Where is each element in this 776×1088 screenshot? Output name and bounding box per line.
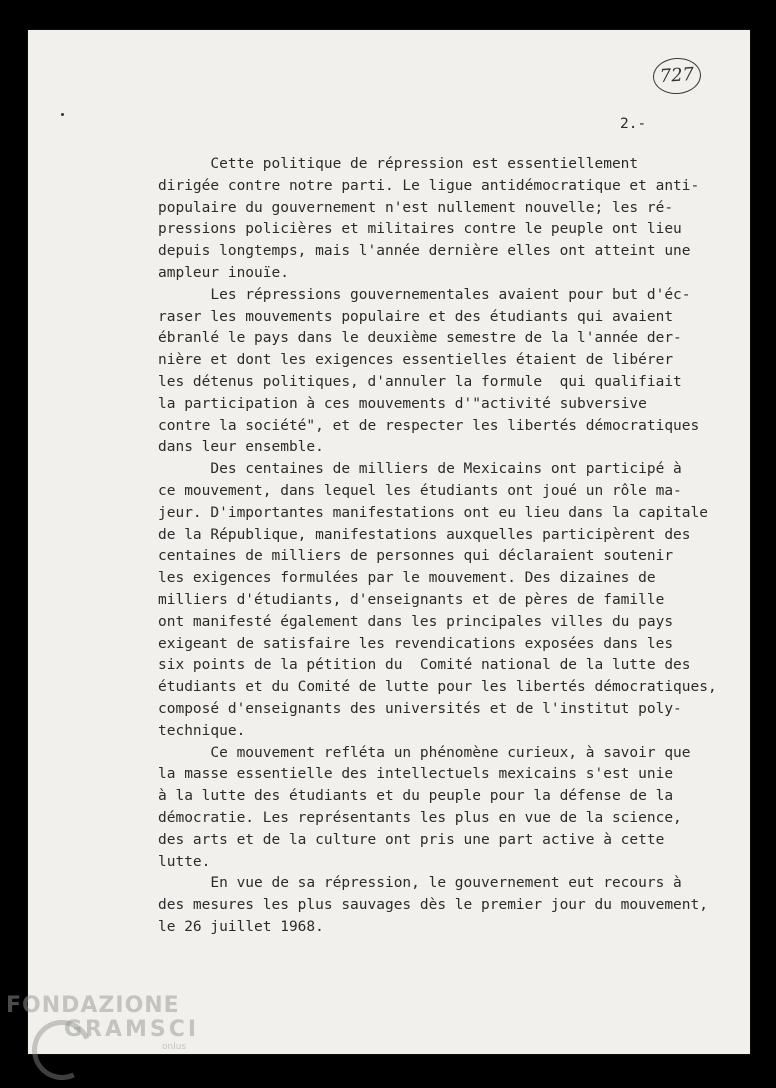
watermark-line-2: GRAMSCI	[64, 1017, 200, 1042]
text-line: milliers d'étudiants, d'enseignants et de pères de famille	[158, 591, 665, 608]
text-line: technique.	[158, 722, 246, 739]
text-line: la masse essentielle des intellectuels mexicains s'est unie	[158, 766, 674, 783]
text-line: les exigences formulées par le mouvement. Des dizaines de	[158, 570, 656, 587]
text-line: Les répressions gouvernementales avaient pour but d'éc-	[158, 286, 691, 303]
text-line: contre la société", et de respecter les libertés démocratiques	[158, 417, 700, 434]
text-line: populaire du gouvernement n'est nullement nouvelle; les ré-	[158, 199, 674, 216]
text-line: ont manifesté également dans les principales villes du pays	[158, 613, 674, 630]
text-line: jeur. D'importantes manifestations ont eu lieu dans la capitale	[158, 504, 708, 521]
text-line: nière et dont les exigences essentielles étaient de libérer	[158, 352, 674, 369]
text-line: Cette politique de répression est essentiellement	[158, 156, 639, 172]
text-line: à la lutte des étudiants et du peuple pour la défense de la	[158, 788, 674, 805]
text-line: le 26 juillet 1968.	[158, 918, 324, 935]
text-line: des arts et de la culture ont pris une part active à cette	[158, 831, 665, 848]
text-line: exigeant de satisfaire les revendications exposées dans les	[158, 635, 674, 652]
archive-number-stamp: 727	[652, 56, 702, 95]
text-line: ébranlé le pays dans le deuxième semestre de la l'année der-	[158, 330, 682, 347]
text-line: composé d'enseignants des universités et de l'institut poly-	[158, 700, 682, 717]
watermark-line-1: FONDAZIONE	[6, 993, 180, 1018]
text-line: des mesures les plus sauvages dès le premier jour du mouvement,	[158, 897, 708, 914]
text-line: depuis longtemps, mais l'année dernière elles ont atteint une	[158, 243, 691, 260]
text-line: ce mouvement, dans lequel les étudiants ont joué un rôle ma-	[158, 482, 682, 499]
typed-body-text	[158, 154, 738, 939]
text-line: Ce mouvement refléta un phénomène curieux, à savoir que	[158, 744, 691, 761]
text-line: de la République, manifestations auxquelles participèrent des	[158, 526, 691, 543]
text-line: dirigée contre notre parti. Le ligue antidémocratique et anti-	[158, 177, 700, 194]
ink-dot	[61, 113, 64, 116]
text-line: les détenus politiques, d'annuler la formule qui qualifiait	[158, 373, 682, 390]
text-line: lutte.	[158, 853, 211, 870]
watermark	[6, 995, 199, 1052]
text-line: six points de la pétition du Comité national de la lutte des	[158, 657, 691, 674]
page-number: 2.-	[620, 116, 647, 132]
watermark-line-3: onlus	[162, 1042, 187, 1052]
text-line: En vue de sa répression, le gouvernement eut recours à	[158, 875, 682, 892]
text-line: raser les mouvements populaire et des étudiants qui avaient	[158, 308, 674, 325]
text-line: ampleur inouïe.	[158, 264, 289, 281]
text-line: centaines de milliers de personnes qui déclaraient soutenir	[158, 548, 674, 565]
text-line: étudiants et du Comité de lutte pour les libertés démocratiques,	[158, 679, 717, 696]
text-line: la participation à ces mouvements d'"activité subversive	[158, 395, 647, 412]
text-line: Des centaines de milliers de Mexicains ont participé à	[158, 461, 682, 478]
text-line: pressions policières et militaires contre le peuple ont lieu	[158, 221, 682, 238]
text-line: dans leur ensemble.	[158, 439, 324, 456]
text-line: démocratie. Les représentants les plus en vue de la science,	[158, 809, 682, 826]
